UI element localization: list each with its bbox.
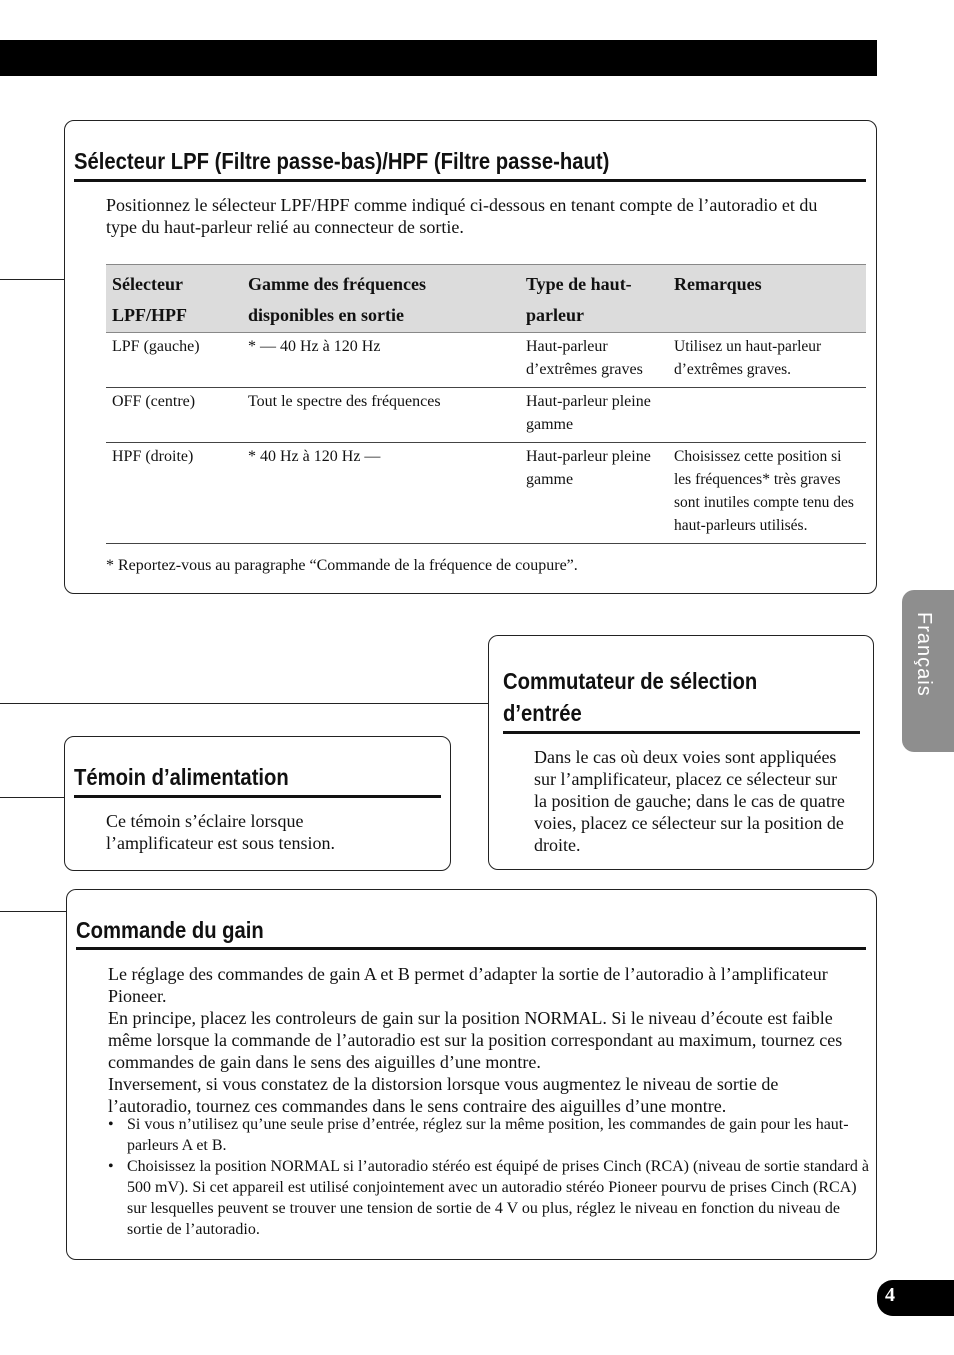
bullet-icon: • <box>108 1116 114 1133</box>
table-row <box>106 388 866 443</box>
table-footnote: * Reportez-vous au paragraphe “Commande de la fréquence de coupure”. <box>106 557 578 574</box>
input-selector-title-rule <box>503 731 860 734</box>
table-header-selector: Sélecteur LPF/HPF <box>106 265 242 333</box>
power-indicator-title-rule <box>74 795 441 798</box>
language-tab <box>902 590 954 752</box>
list-item <box>106 1156 871 1240</box>
table-header-row <box>106 265 866 333</box>
gain-control-title: Commande du gain <box>76 917 264 943</box>
table-cell: * 40 Hz à 120 Hz — <box>242 443 520 544</box>
table-cell: Haut-parleur pleine gamme <box>520 443 668 544</box>
table-cell: Haut-parleur d’extrêmes graves <box>520 333 668 388</box>
input-selector-title-line2: d’entrée <box>503 700 582 726</box>
power-indicator-text: Ce témoin s’éclaire lorsque l’amplificateur est sous tension. <box>106 811 335 853</box>
table-header-speaker-type: Type de haut-parleur <box>520 265 668 333</box>
gain-control-bullets <box>106 1114 871 1240</box>
language-tab-label: Français <box>913 612 935 697</box>
table-header-remarks: Remarques <box>668 265 866 333</box>
table-row <box>106 443 866 544</box>
table-cell: Tout le spectre des fréquences <box>242 388 520 443</box>
list-item-text: Si vous n’utilisez qu’une seule prise d’entrée, réglez sur la même position, les commandes de gain pour les haut-parleurs A et B. <box>127 1116 849 1154</box>
power-indicator-title: Témoin d’alimentation <box>74 764 289 790</box>
gain-paragraph: Le réglage des commandes de gain A et B permet d’adapter la sortie de l’autoradio à l’amplificateur Pioneer. <box>108 964 828 1006</box>
gain-paragraph: Inversement, si vous constatez de la distorsion lorsque vous augmentez le niveau de sortie de l’autoradio, tournez ces commandes dans le sens contraire des aiguilles d’une montre. <box>108 1074 779 1116</box>
lpf-hpf-title-rule <box>74 179 866 182</box>
table-cell <box>668 388 866 443</box>
table-cell: HPF (droite) <box>106 443 242 544</box>
gain-paragraph: En principe, placez les controleurs de gain sur la position NORMAL. Si le niveau d’écoute est faible même lorsque la commande de l’autoradio est sur la position correspondant au maximum, tournez ces commandes de gain dans le sens des aiguilles d’une montre. <box>108 1008 843 1072</box>
table-cell: LPF (gauche) <box>106 333 242 388</box>
table-cell: OFF (centre) <box>106 388 242 443</box>
lpf-hpf-intro: Positionnez le sélecteur LPF/HPF comme indiqué ci-dessous en tenant compte de l’autoradio et du type du haut-parleur relié au connecteur de sortie. <box>106 195 818 237</box>
bullet-icon: • <box>108 1158 114 1175</box>
table-row <box>106 333 866 388</box>
leader-line-input <box>0 703 488 704</box>
header-bar <box>0 40 877 76</box>
table-cell: Choisissez cette position si les fréquences* très graves sont inutiles compte tenu des haut-parleurs utilisés. <box>668 443 866 544</box>
leader-line-lpf <box>0 279 64 280</box>
list-item-text: Choisissez la position NORMAL si l’autoradio stéréo est équipé de prises Cinch (RCA) (niveau de sortie standard à 500 mV). Si cet appareil est utilisé conjointement avec un autoradio stéréo Pioneer pourvu de prises Cinch (RCA) sur lesquelles peuvent se trouver une tension de sortie de 4 V ou plus, réglez le niveau en fonction du niveau de sortie de l’autoradio. <box>127 1158 869 1238</box>
page-number: 4 <box>885 1284 895 1306</box>
input-selector-text: Dans le cas où deux voies sont appliquées sur l’amplificateur, placez ce sélecteur sur la position de gauche; dans le cas de quatre voies, placez ce sélecteur sur la position de droite. <box>534 747 845 855</box>
list-item <box>106 1114 871 1156</box>
table-header-frequency: Gamme des fréquences disponibles en sortie <box>242 265 520 333</box>
gain-control-title-rule <box>76 947 866 950</box>
leader-line-gain <box>0 911 66 912</box>
page-number-tab <box>877 1280 954 1316</box>
lpf-hpf-table <box>106 264 866 544</box>
gain-control-body <box>108 963 860 1117</box>
table-cell: Utilisez un haut-parleur d’extrêmes graves. <box>668 333 866 388</box>
input-selector-title-line1: Commutateur de sélection <box>503 668 758 694</box>
table-cell: * — 40 Hz à 120 Hz <box>242 333 520 388</box>
table-cell: Haut-parleur pleine gamme <box>520 388 668 443</box>
lpf-hpf-title: Sélecteur LPF (Filtre passe-bas)/HPF (Filtre passe-haut) <box>74 148 610 174</box>
leader-line-power <box>0 797 64 798</box>
